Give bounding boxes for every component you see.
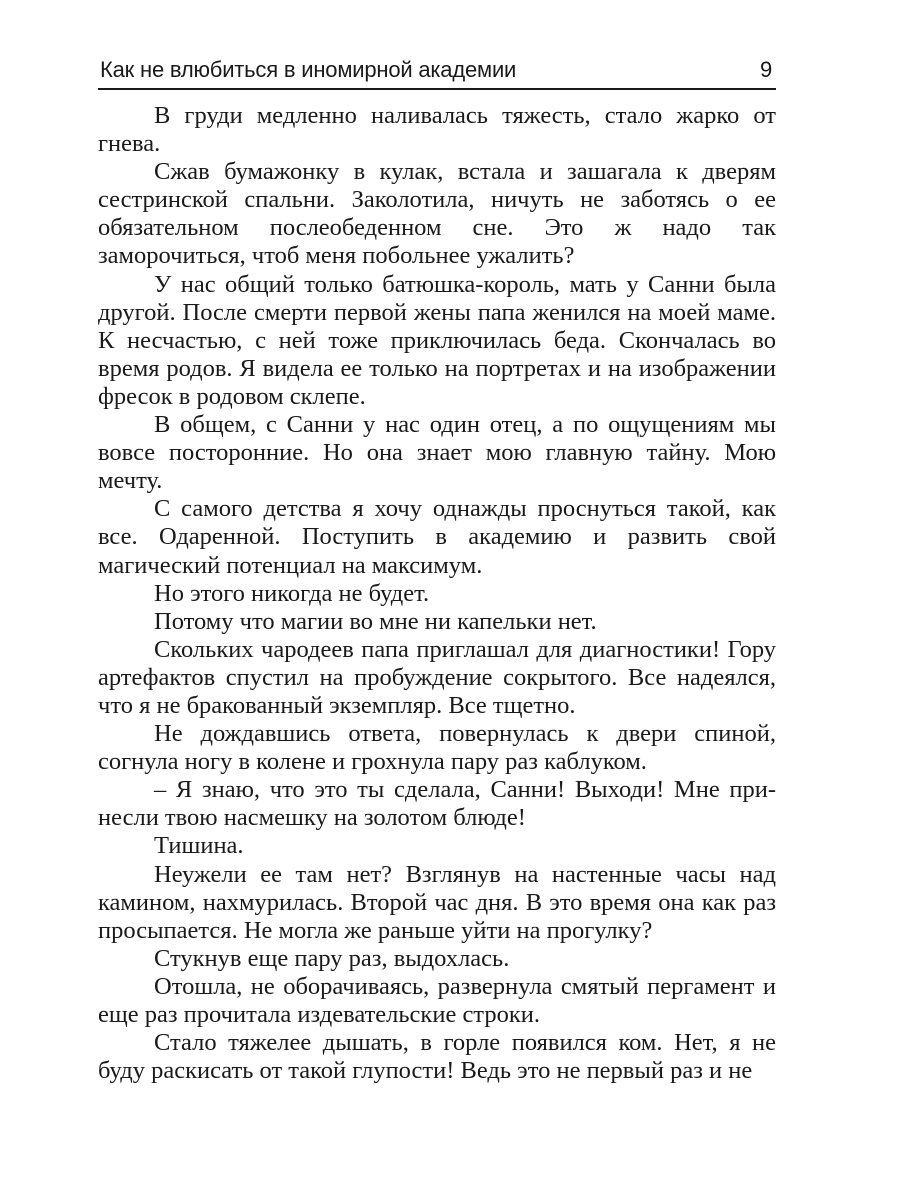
paragraph-8: Скольких чародеев папа приглашал для диагностики! Гору артефактов спустил на пробуждение сокрытого. Все надеялся, что я не бракованный экземпляр. Все тщетно. [98, 635, 776, 719]
book-title: Как не влюбиться в иномирной академии [100, 57, 517, 82]
paragraph-1: В груди медленно наливалась тяжесть, стало жарко от гнева. [98, 102, 776, 158]
paragraph-2: Сжав бумажонку в кулак, встала и зашагала к дверям сестринской спальни. Заколотила, ничуть не заботясь о ее обязательном послеобеденном сне. Это ж надо так заморочиться, чтоб меня побольнее ужалить? [98, 158, 776, 270]
paragraph-13: Стукнув еще пару раз, выдохлась. [154, 944, 510, 972]
paragraph-12: Неужели ее там нет? Взглянув на настенные часы над камином, нахмурилась. Второй час дня. В это время она как раз просыпается. Не могла же раньше уйти на прогулку? [98, 860, 776, 944]
paragraph-11: Тишина. [154, 832, 244, 860]
paragraph-15: Стало тяжелее дышать, в горле появился ком. Нет, я не буду раскисать от такой глупости! Ведь это не первый раз и не [98, 1029, 776, 1085]
page-number: 9 [759, 57, 772, 82]
body-text [98, 102, 776, 1085]
book-page [98, 56, 776, 1085]
paragraph-6: Но этого никогда не будет. [154, 579, 430, 607]
running-head [98, 56, 776, 90]
paragraph-3: У нас общий только батюшка-король, мать у Санни была другой. После смерти первой жены папа женился на моей маме. К несчастью, с ней тоже приключилась беда. Скончалась во время родов. Я видела ее только на портретах и на изображении фресок в родовом склепе. [98, 270, 776, 410]
paragraph-9: Не дождавшись ответа, повернулась к двери спиной, согнула ногу в колене и грохнула пару раз каблуком. [98, 720, 776, 776]
paragraph-5: С самого детства я хочу однажды проснуться такой, как все. Одаренной. Поступить в академию и развить свой магический потенциал на максимум. [98, 495, 776, 579]
paragraph-7: Потому что магии во мне ни капельки нет. [154, 607, 597, 635]
paragraph-10: – Я знаю, что это ты сделала, Санни! Выходи! Мне при-несли твою насмешку на золотом блюде! [98, 776, 776, 832]
paragraph-4: В общем, с Санни у нас один отец, а по ощущениям мы вовсе посторонние. Но она знает мою главную тайну. Мою мечту. [98, 411, 776, 495]
paragraph-14: Отошла, не оборачиваясь, развернула смятый пергамент и еще раз прочитала издевательские строки. [98, 972, 776, 1028]
